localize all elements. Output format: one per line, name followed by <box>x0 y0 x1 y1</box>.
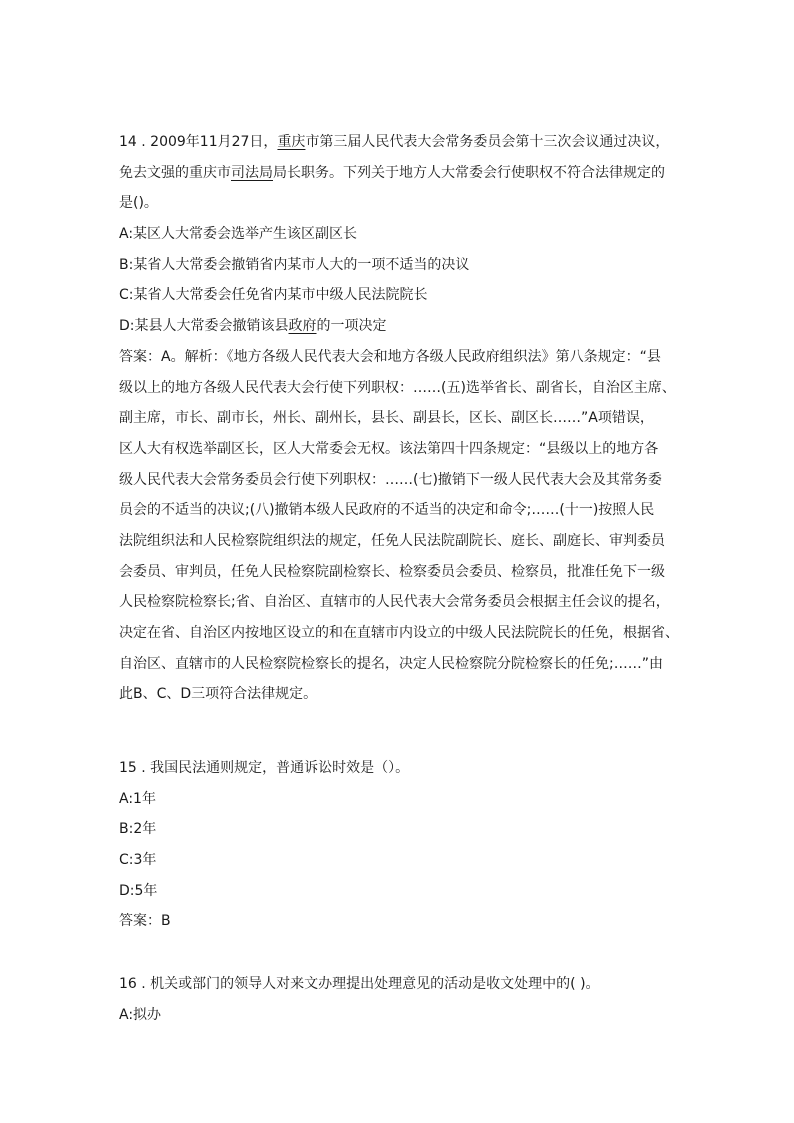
question-14 <box>119 127 684 710</box>
question-14-answer-line: 人民检察院检察长;省、自治区、直辖市的人民代表大会常务委员会根据主任会议的提名， <box>119 594 670 611</box>
question-14-option-b: B:某省人大常委会撤销省内某市人大的一项不适当的决议 <box>119 256 470 273</box>
question-14-answer-line: 副主席，市长、副市长，州长、副州长，县长、副县长，区长、副区长……”A项错误， <box>119 410 654 427</box>
link-chongqing[interactable]: 重庆 <box>277 134 306 150</box>
question-14-stem-line-1: 14 . 2009年11月27日，重庆市第三届人民代表大会常务委员会第十三次会议通过决议， <box>119 134 670 150</box>
question-14-answer-line: 答案：A。解析：《地方各级人民代表大会和地方各级人民政府组织法》第八条规定：“县 <box>119 348 661 365</box>
question-15-option-b: B:2年 <box>119 821 157 838</box>
question-14-stem-line-3: 是()。 <box>119 195 158 212</box>
question-14-answer-line: 区人大有权选举副区长，区人大常委会无权。该法第四十四条规定：“县级以上的地方各 <box>119 440 659 457</box>
question-14-answer-line: 自治区、直辖市的人民检察院检察长的提名，决定人民检察院分院检察长的任免;……”由 <box>119 655 663 672</box>
question-14-option-a: A:某区人大常委会选举产生该区副区长 <box>119 226 358 243</box>
question-15 <box>119 753 684 937</box>
question-15-stem: 15 . 我国民法通则规定，普通诉讼时效是（）。 <box>119 760 410 776</box>
question-14-stem-line-2: 免去文强的重庆市司法局局长职务。下列关于地方人大常委会行使职权不符合法律规定的 <box>119 164 665 181</box>
question-15-option-a: A:1年 <box>119 790 156 807</box>
question-14-answer-line: 员会的不适当的决议;(八)撤销本级人民政府的不适当的决定和命令;……(十一)按照人民 <box>119 502 655 519</box>
question-14-option-c: C:某省人大常委会任免省内某市中级人民法院院长 <box>119 287 428 304</box>
question-14-answer-line: 此B、C、D三项符合法律规定。 <box>119 686 318 703</box>
question-15-option-c: C:3年 <box>119 852 157 869</box>
question-16-stem: 16 . 机关或部门的领导人对来文办理提出处理意见的活动是收文处理中的( )。 <box>119 976 600 992</box>
question-14-answer-line: 级以上的地方各级人民代表大会行使下列职权：……(五)选举省长、副省长，自治区主席、 <box>119 379 676 396</box>
question-14-option-d: D:某县人大常委会撤销该县政府的一项决定 <box>119 318 387 335</box>
question-14-answer-line: 决定在省、自治区内按地区设立的和在直辖市内设立的中级人民法院院长的任免，根据省、 <box>119 625 679 641</box>
question-16-option-a: A:拟办 <box>119 1006 162 1023</box>
question-14-answer-line: 会委员、审判员，任免人民检察院副检察长、检察委员会委员、检察员，批准任免下一级 <box>119 563 665 580</box>
question-14-answer-line: 级人民代表大会常务委员会行使下列职权：……(七)撤销下一级人民代表大会及其常务委 <box>119 471 662 488</box>
link-zhengfu[interactable]: 政府 <box>288 318 317 335</box>
question-15-option-d: D:5年 <box>119 882 158 899</box>
question-15-answer: 答案：B <box>119 913 171 930</box>
question-14-answer-line: 法院组织法和人民检察院组织法的规定，任免人民法院副院长、庭长、副庭长、审判委员 <box>119 532 665 549</box>
link-sifaju[interactable]: 司法局 <box>231 164 273 181</box>
question-16 <box>119 969 684 1030</box>
